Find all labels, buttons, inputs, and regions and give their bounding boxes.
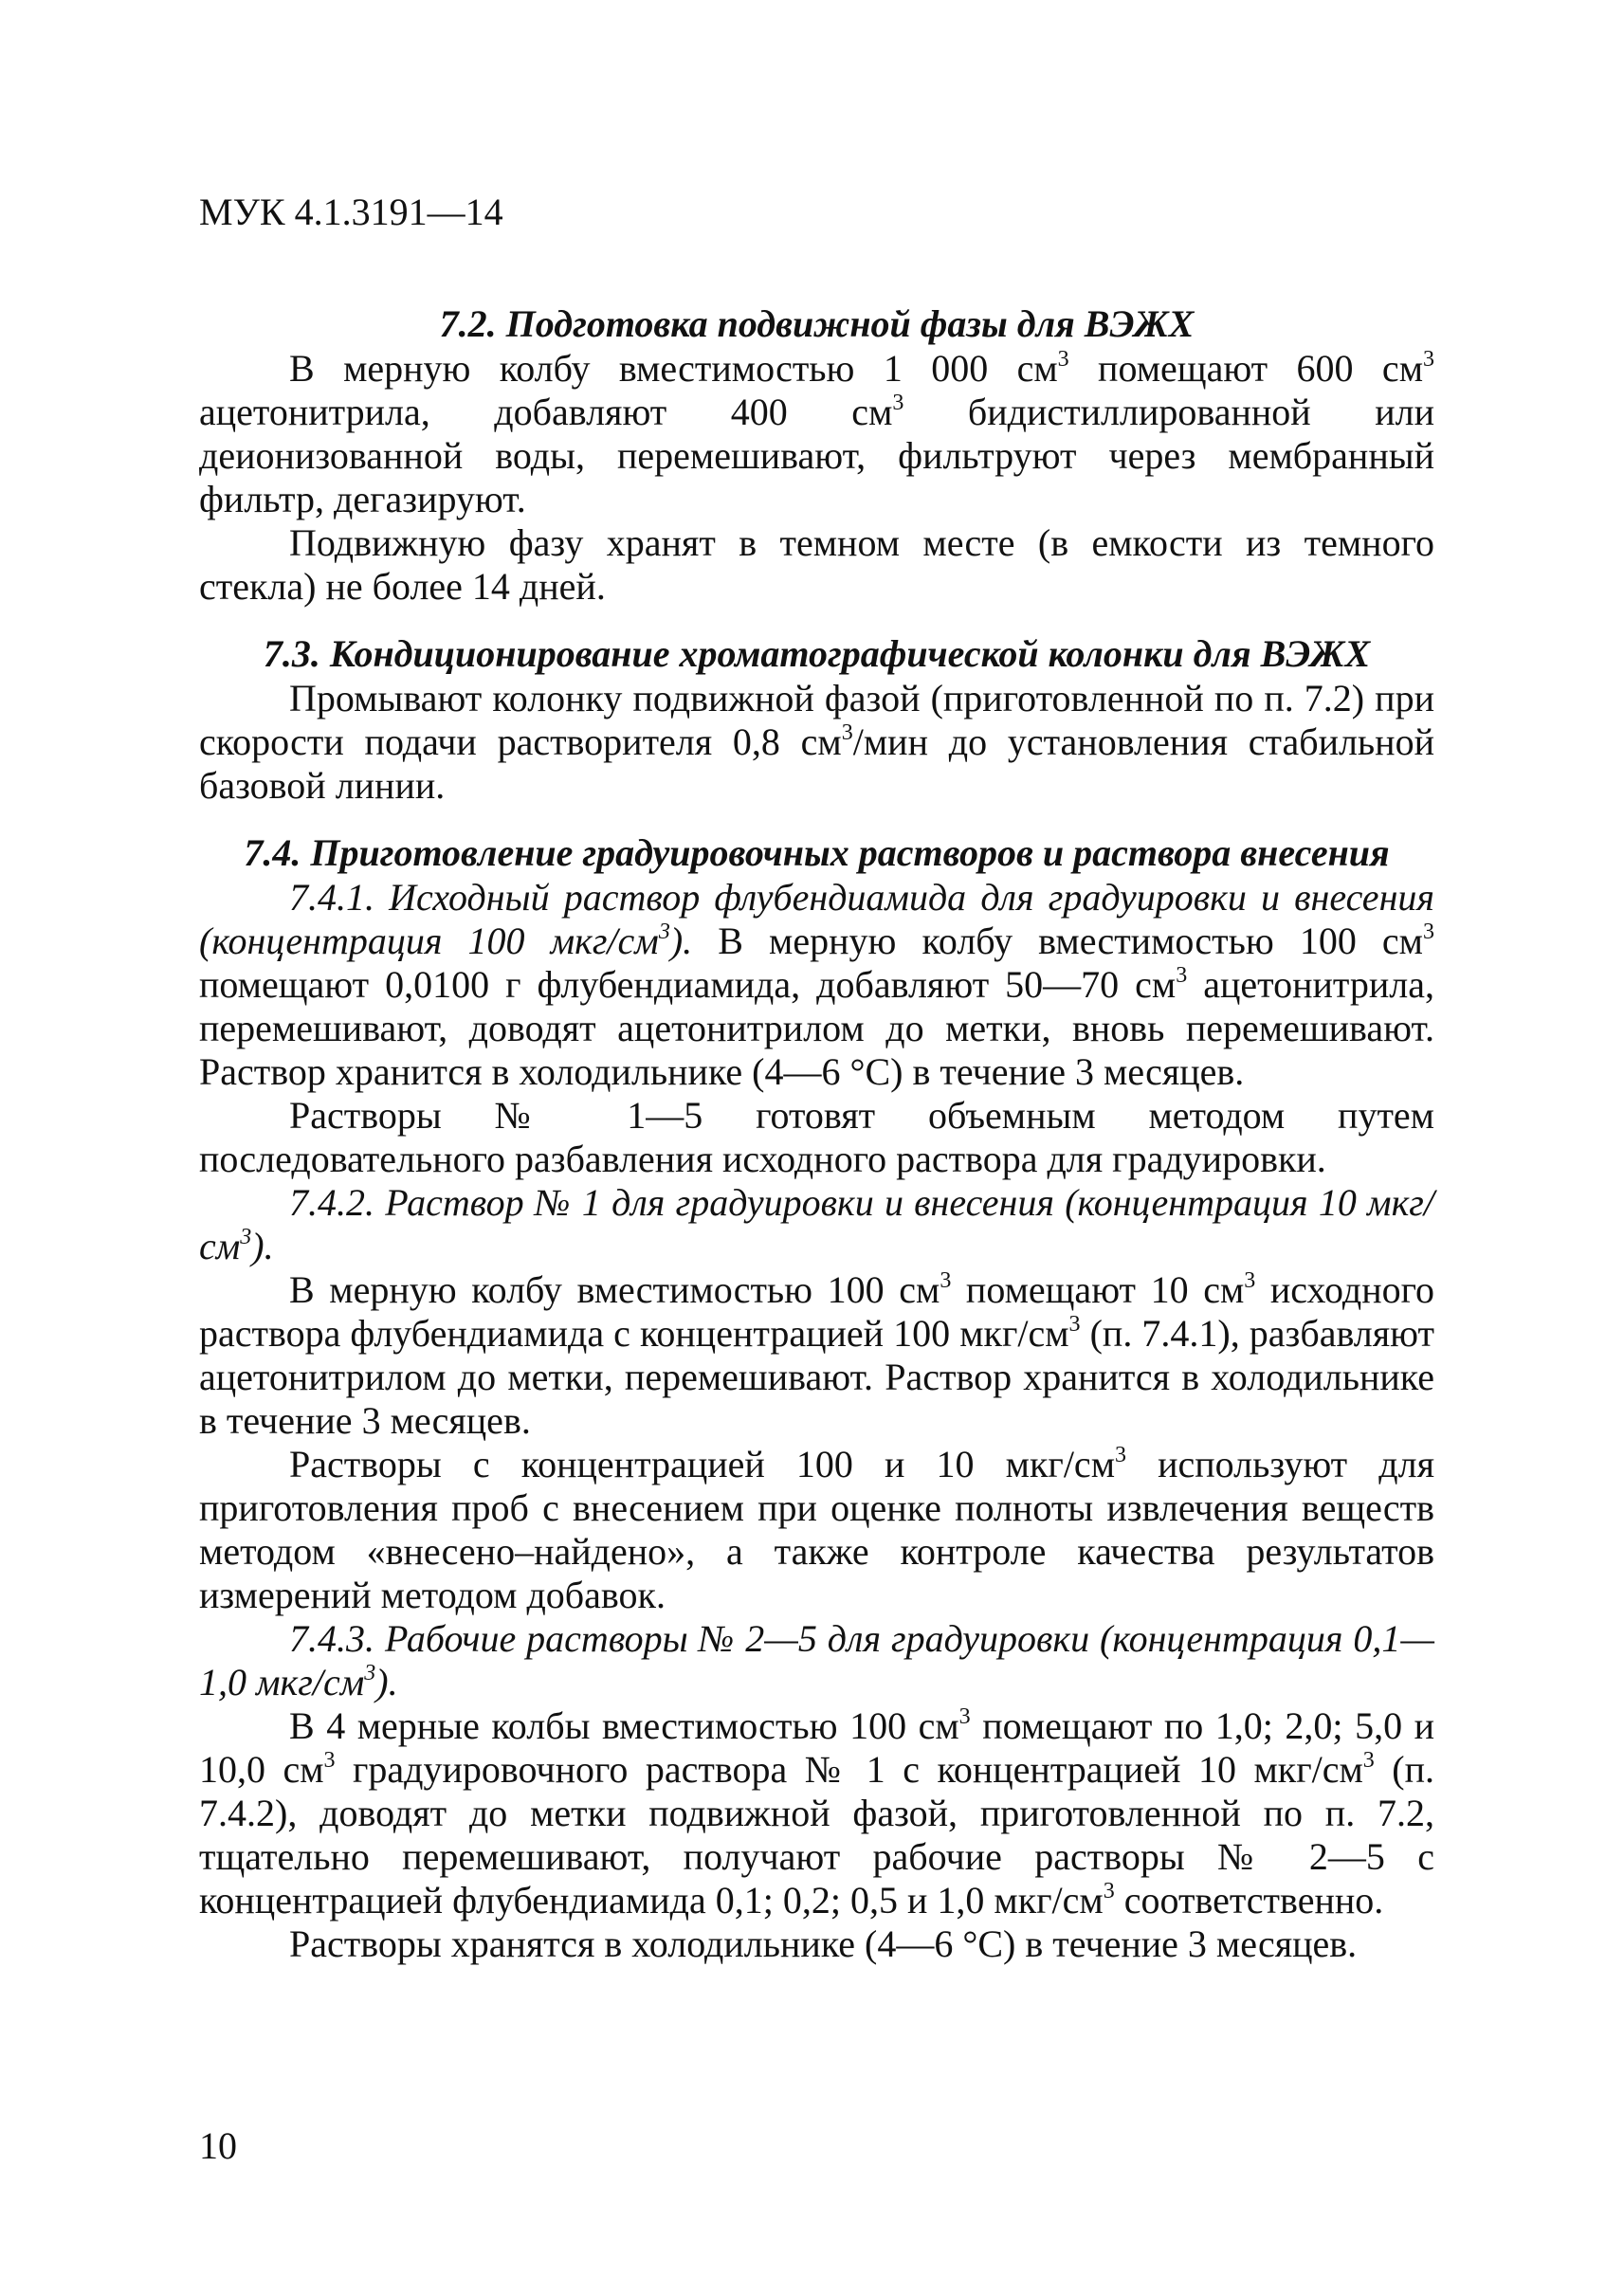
- section-7-4-3-title: 7.4.3. Рабочие растворы № 2—5 для градуировки (концентрация 0,1—1,0 мкг/$см^3$).: [199, 1617, 1434, 1703]
- section-7-3-paragraph-1: Промывают колонку подвижной фазой (приготовленной по п. 7.2) при скорости подачи растворителя 0,8 $см^3$/мин до установления стабильной базовой линии.: [199, 677, 1434, 807]
- section-7-4-title: 7.4. Приготовление градуировочных растворов и раствора внесения: [244, 831, 1390, 874]
- storage-paragraph: Растворы хранятся в холодильнике (4—6 °С) в течение 3 месяцев.: [289, 1922, 1358, 1965]
- section-7-4-1-title: 7.4.1. Исходный раствор флубендиамида для градуировки и внесения (концентрация 100 мкг/$см^3$).: [199, 876, 1434, 962]
- page-number: 10: [199, 2124, 237, 2167]
- section-7-4-3-paragraph: В 4 мерные колбы вместимостью 100 $см^3$ помещают по 1,0; 2,0; 5,0 и 10,0 $см^3$ градуировочного раствора № 1 с концентрацией 10 мкг/$см^3$ (п. 7.4.2), доводят до метки подвижной фазой, приготовленной по п. 7.2, тщательно перемешивают, получают рабочие растворы № 2—5 с концентрацией флубендиамида 0,1; 0,2; 0,5 и 1,0 мкг/$см^3$ соответственно.: [199, 1703, 1434, 1922]
- document-page: [199, 190, 1434, 1966]
- section-7-2-paragraph-1: В мерную колбу вместимостью 1 000 $см^3$ помещают 600 $см^3$ ацетонитрила, добавляют 400 $см^3$ бидистиллированной или деионизованной воды, перемешивают, фильтруют через мембранный фильтр, дегазируют.: [199, 346, 1435, 520]
- section-7-3-title: 7.3. Кондиционирование хроматографической колонки для ВЭЖХ: [263, 632, 1371, 675]
- section-7-4-1-paragraph: 7.4.1. Исходный раствор флубендиамида для градуировки и внесения (концентрация 100 мкг/$см^3$). В мерную колбу вместимостью 100 $см^3$ помещают 0,0100 г флубендиамида, добавляют 50—70 $см^3$ ацетонитрила, перемешивают, доводят ацетонитрилом до метки, вновь перемешивают. Раствор хранится в холодильнике (4—6 °С) в течение 3 месяцев.: [199, 876, 1434, 1093]
- section-7-4-2-paragraph: В мерную колбу вместимостью 100 $см^3$ помещают 10 $см^3$ исходного раствора флубендиамида с концентрацией 100 мкг/$см^3$ (п. 7.4.1), разбавляют ацетонитрилом до метки, перемешивают. Раствор хранится в холодильнике в течение 3 месяцев.: [199, 1267, 1435, 1442]
- section-7-4-2-title: 7.4.2. Раствор № 1 для градуировки и внесения (концентрация 10 мкг/$см^3$).: [199, 1181, 1434, 1267]
- usage-paragraph: Растворы с концентрацией 100 и 10 мкг/$см^3$ используют для приготовления проб с внесением при оценке полноты извлечения веществ методом «внесено–найдено», а также контроле качества результатов измерений методом добавок.: [199, 1442, 1434, 1616]
- section-7-2-paragraph-2: Подвижную фазу хранят в темном месте (в емкости из темного стекла) не более 14 дней.: [199, 521, 1434, 608]
- document-code: МУК 4.1.3191—14: [199, 191, 503, 233]
- section-7-2-title: 7.2. Подготовка подвижной фазы для ВЭЖХ: [439, 302, 1195, 345]
- solutions-note-paragraph: Растворы № 1—5 готовят объемным методом путем последовательного разбавления исходного раствора для градуировки.: [199, 1094, 1434, 1180]
